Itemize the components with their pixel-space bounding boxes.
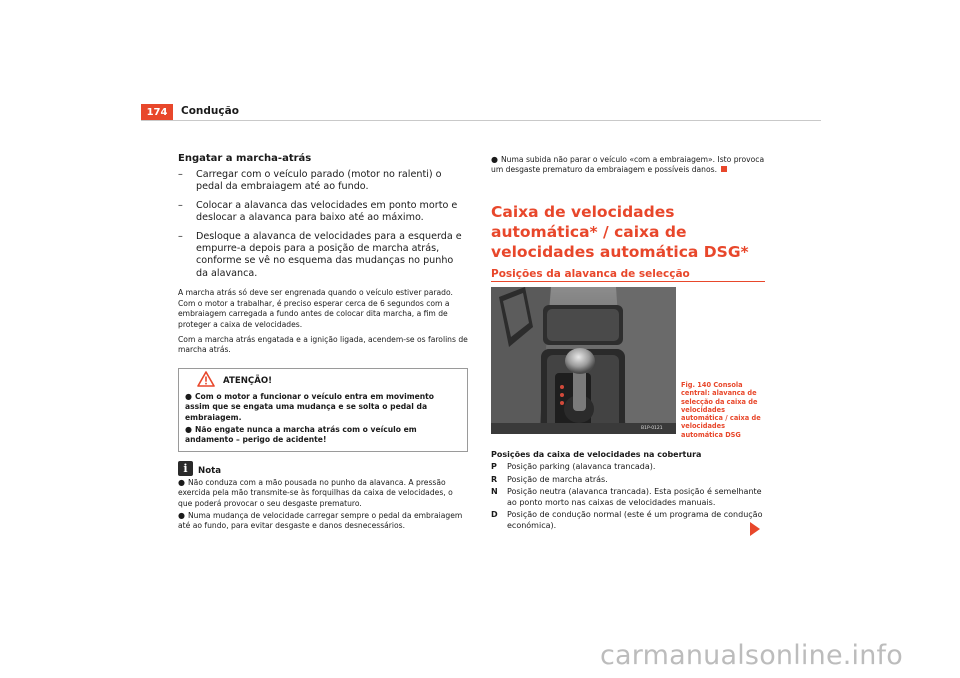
paragraph-reverse-wait: A marcha atrás só deve ser engrenada quando o veículo estiver parado. Com o motor a trabalhar, é preciso esperar cerca de 6 segundos com a embraiagem carregada a fundo antes de colocar dita marcha, a fim de proteger a caixa de velocidades. xyxy=(178,288,453,330)
warning-item: ● Não engate nunca a marcha atrás com o veículo em andamento – perigo de acidente! xyxy=(185,425,417,445)
bullet-icon: ● xyxy=(178,511,185,521)
positions-list xyxy=(491,450,766,534)
next-page-arrow-icon[interactable] xyxy=(750,522,760,536)
header-divider xyxy=(141,120,821,121)
step-marker: – xyxy=(178,230,183,242)
list-item: R Posição de marcha atrás. xyxy=(491,474,608,484)
gear-selector-photo xyxy=(491,287,676,434)
right-column xyxy=(491,153,766,282)
note-title: Nota xyxy=(198,465,222,476)
left-column xyxy=(178,153,468,532)
note-item: ● Não conduza com a mão pousada no punho da alavanca. A pressão exercida pela mão transmite-se às forquilhas da caixa de velocidades, o que poderá provocar o seu desgaste prematuro. xyxy=(178,477,453,508)
photo-code-label: B1P-0121 xyxy=(641,426,663,431)
chapter-heading: Caixa de velocidades automática* / caixa de velocidades automática DSG* xyxy=(491,202,749,261)
clutch-hill-bullet: ● Numa subida não parar o veículo «com a embraiagem». Isto provoca um desgaste prematuro da embraiagem e possíveis danos. xyxy=(491,155,765,175)
bullet-icon: ● xyxy=(178,477,185,487)
page-number: 174 xyxy=(141,104,173,121)
step-item xyxy=(178,169,468,194)
page-title: Condução xyxy=(181,105,239,117)
paragraph-reverse-lights: Com a marcha atrás engatada e a ignição ligada, acendem-se os farolins de marcha atrás. xyxy=(178,334,468,355)
step-text: Colocar a alavanca das velocidades em ponto morto e deslocar a alavanca para baixo até ao máximo. xyxy=(196,199,458,224)
step-marker: – xyxy=(178,169,183,180)
warning-title: ATENÇÃO! xyxy=(223,375,273,386)
step-item xyxy=(178,200,468,225)
list-item: N Posição neutra (alavanca trancada). Esta posição é semelhante ao ponto morto nas caixas de velocidades manuais. xyxy=(491,487,762,507)
step-text: Desloque a alavanca de velocidades para a esquerda e empurre-a depois para a posição de marcha atrás, conforme se vê no esquema das mudanças no punho da alavanca. xyxy=(196,230,462,279)
note-section xyxy=(178,458,468,532)
step-item xyxy=(178,231,468,281)
step-text: Carregar com o veículo parado (motor no ralenti) o pedal da embraiagem até ao fundo. xyxy=(196,169,442,193)
section-end-icon xyxy=(721,166,727,172)
info-icon: i xyxy=(178,461,193,476)
warning-box xyxy=(178,368,468,452)
bullet-icon: ● xyxy=(185,425,192,435)
warning-item: ● Com o motor a funcionar o veículo entra em movimento assim que se engata uma mudança e se solta o pedal da embraiagem. xyxy=(185,391,435,422)
figure-caption: Fig. 140 Consola central: alavanca de selecção da caixa de velocidades automática / caixa de velocidades automática DSG xyxy=(681,381,761,439)
section-title-reverse: Engatar a marcha-atrás xyxy=(178,153,312,164)
list-item: P Posição parking (alavanca trancada). xyxy=(491,462,656,471)
step-marker: – xyxy=(178,199,183,211)
bullet-icon: ● xyxy=(491,155,498,164)
bullet-icon: ● xyxy=(185,391,192,401)
list-item: D Posição de condução normal (este é um programa de condução económica). xyxy=(491,510,763,530)
sub-heading: Posições da alavanca de selecção xyxy=(491,268,765,282)
warning-triangle-icon xyxy=(197,371,215,391)
watermark: carmanualsonline.info xyxy=(600,640,903,671)
positions-list-title: Posições da caixa de velocidades na cobertura xyxy=(491,450,702,459)
note-item: ● Numa mudança de velocidade carregar sempre o pedal da embraiagem até ao fundo, para evitar desgaste e danos desnecessários. xyxy=(178,511,463,531)
